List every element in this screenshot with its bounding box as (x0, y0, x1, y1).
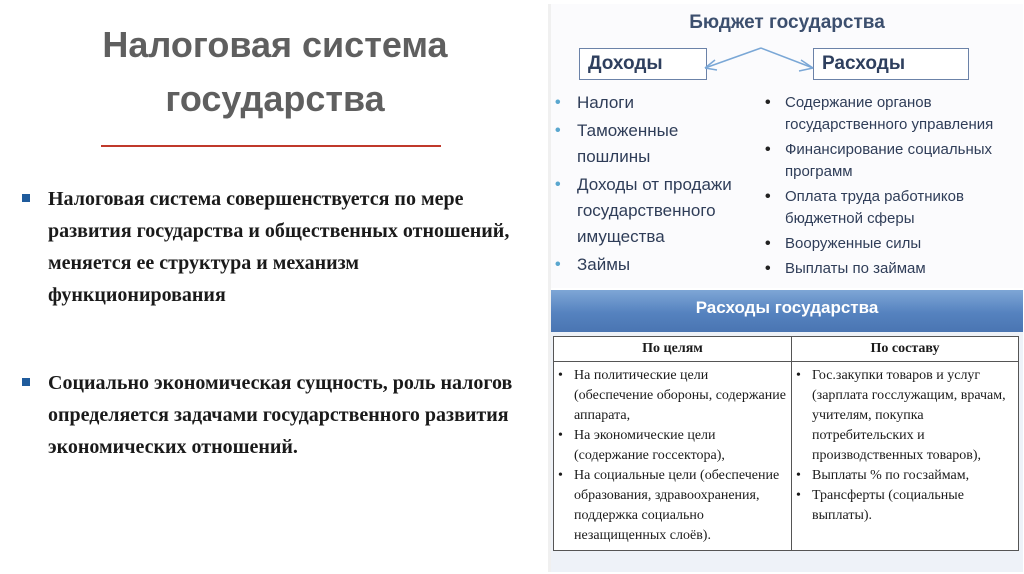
budget-diagram (551, 4, 1023, 288)
bullet-text: Социально экономическая сущность, роль налогов определяется задачами государственного развития экономических отношений. (48, 372, 513, 458)
expense-item: • Вооруженные силы (763, 233, 1023, 255)
bullet-dot-icon: • (765, 235, 771, 252)
expenses-table (553, 336, 1019, 551)
expense-list (763, 92, 1023, 283)
expense-item: • Финансирование социальных программ (765, 141, 993, 180)
bullet-dot-icon: • (765, 141, 771, 158)
split-arrows-icon (691, 44, 831, 84)
list-item: • Гос.закупки товаров и услуг (зарплата госслужащим, врачам, учителям, покупка потребительских и производственных товаров), (796, 368, 1006, 463)
income-item: • Налоги (551, 90, 751, 116)
income-item: • Займы (551, 252, 751, 278)
income-item: • Таможенные пошлины (551, 118, 751, 170)
square-bullet-icon (22, 378, 30, 386)
table-row (554, 362, 1019, 551)
list-item: • На экономические цели (содержание госсектора), (558, 428, 725, 463)
bullet-dot-icon: • (796, 488, 801, 503)
expenses-title: Расходы государства (695, 298, 879, 317)
expense-item: • Оплата труда работников бюджетной сферы (765, 188, 964, 227)
expense-item: • Содержание органов государственного управления (765, 94, 994, 133)
illustration-panel (548, 4, 1023, 572)
column-header-composition: По составу (792, 337, 1019, 362)
column-header-goals: По целям (554, 337, 792, 362)
bullet-dot-icon: • (558, 468, 563, 483)
bullet-item (20, 367, 520, 463)
income-list (551, 90, 751, 280)
bullet-dot-icon: • (555, 176, 561, 193)
income-box: Доходы (579, 48, 707, 80)
bullet-item (20, 183, 520, 311)
bullet-list (20, 183, 520, 463)
title-line-2: государства (165, 78, 385, 119)
bullet-dot-icon: • (555, 94, 561, 111)
slide-title (40, 18, 510, 126)
bullet-text: Налоговая система совершенствуется по мере развития государства и общественных отношений, меняется ее структура и механизм функционирования (48, 188, 510, 306)
bullet-dot-icon: • (555, 256, 561, 273)
bullet-dot-icon: • (555, 122, 561, 139)
bullet-dot-icon: • (765, 260, 771, 277)
expense-box: Расходы (813, 48, 969, 80)
expenses-banner (551, 290, 1023, 332)
title-divider (101, 145, 441, 147)
income-item: • Доходы от продажи государственного имущества (551, 172, 751, 250)
bullet-dot-icon: • (765, 94, 771, 111)
bullet-dot-icon: • (765, 188, 771, 205)
square-bullet-icon (22, 194, 30, 202)
title-line-1: Налоговая система (102, 24, 448, 65)
bullet-dot-icon: • (558, 368, 563, 383)
composition-list (794, 366, 1016, 526)
bullet-dot-icon: • (558, 428, 563, 443)
bullet-dot-icon: • (796, 468, 801, 483)
list-item: • Выплаты % по госзаймам, (794, 466, 1016, 486)
expense-item: • Выплаты по займам (763, 258, 1023, 280)
bullet-dot-icon: • (796, 368, 801, 383)
goals-list (556, 366, 789, 546)
goals-cell (554, 362, 792, 551)
table-header-row (554, 337, 1019, 362)
list-item: • Трансферты (социальные выплаты). (796, 488, 964, 523)
list-item: • На социальные цели (обеспечение образования, здравоохранения, поддержка социально незащищенных слоёв). (558, 468, 780, 543)
budget-title: Бюджет государства (689, 12, 885, 33)
composition-cell (792, 362, 1019, 551)
list-item: • На политические цели (обеспечение обороны, содержание аппарата, (558, 368, 786, 423)
